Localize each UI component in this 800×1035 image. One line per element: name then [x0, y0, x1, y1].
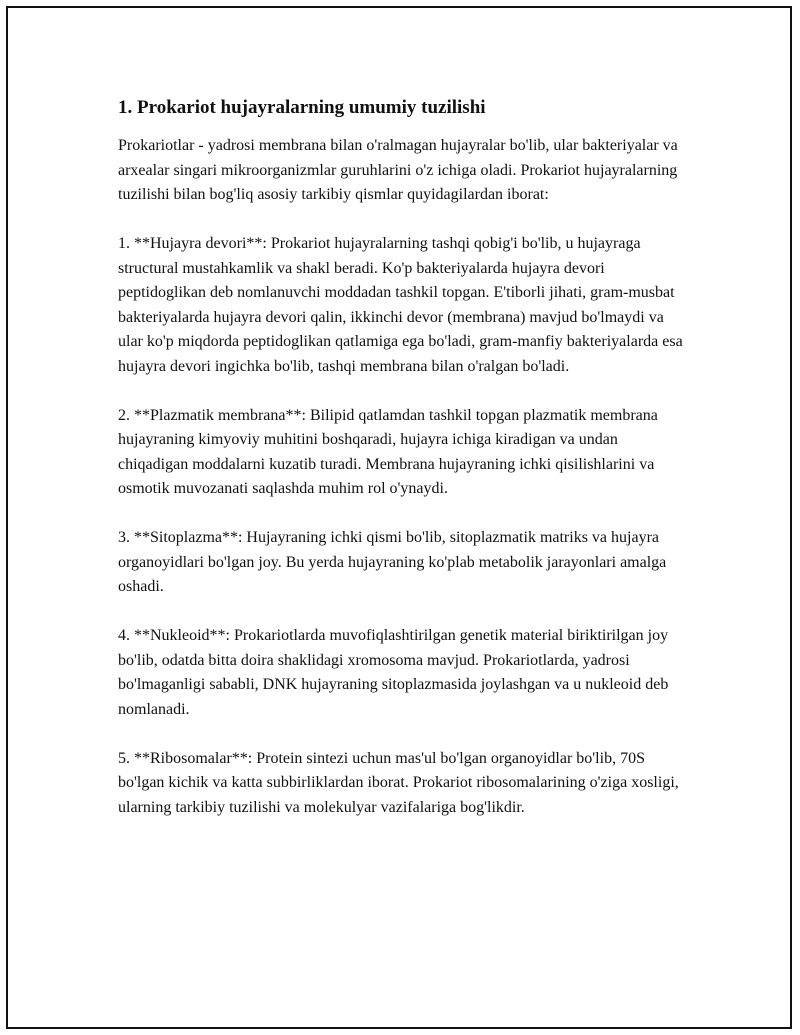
document-body [118, 96, 688, 845]
paragraph-ribosomes: 5. **Ribosomalar**: Protein sintezi uchun mas'ul bo'lgan organoyidlar bo'lib, 70S bo'lgan kichik va katta subbirliklardan iborat. Prokariot ribosomalarining o'ziga xosligi, ularning tarkibiy tuzilishi va molekulyar vazifalariga bog'likdir. [118, 749, 679, 816]
section-heading: 1. Prokariot hujayralarning umumiy tuzilishi [118, 97, 486, 118]
paragraph-cell-wall: 1. **Hujayra devori**: Prokariot hujayralarning tashqi qobig'i bo'lib, u hujayraga structural mustahkamlik va shakl beradi. Ko'p bakteriyalarda hujayra devori peptidoglikan deb nomlanuvchi moddadan tashkil topgan. E'tiborli jihati, gram-musbat bakteriyalarda hujayra devori qalin, ikkinchi devor (membrana) mavjud bo'lmaydi va ular ko'p miqdorda peptidoglikan qatlamiga ega bo'ladi, gram-manfiy bakteriyalarda esa hujayra devori ingichka bo'lib, tashqi membrana bilan o'ralgan bo'ladi. [118, 235, 683, 375]
paragraph-nucleoid: 4. **Nukleoid**: Prokariotlarda muvofiqlashtirilgan genetik material biriktirilgan joy bo'lib, odatda bitta doira shaklidagi xromosoma mavjud. Prokariotlarda, yadrosi bo'lmaganligi sababli, DNK hujayraning sitoplazmasida joylashgan va u nukleoid deb nomlanadi. [118, 627, 669, 718]
paragraph-cytoplasm: 3. **Sitoplazma**: Hujayraning ichki qismi bo'lib, sitoplazmatik matriks va hujayra organoyidlari bo'lgan joy. Bu yerda hujayraning ko'plab metabolik jarayonlari amalga oshadi. [118, 529, 667, 595]
paragraph-plasma-membrane: 2. **Plazmatik membrana**: Bilipid qatlamdan tashkil topgan plazmatik membrana hujayraning kimyoviy muhitini boshqaradi, hujayra ichiga kiradigan va undan chiqadigan moddalarni kuzatib turadi. Membrana hujayraning ichki qisilishlarini va osmotik muvozanati saqlashda muhim rol o'ynaydi. [118, 406, 658, 497]
intro-paragraph: Prokariotlar - yadrosi membrana bilan o'ralmagan hujayralar bo'lib, ular bakteriyalar va arxealar singari mikroorganizmlar guruhlarini o'z ichiga oladi. Prokariot hujayralarning tuzilishi bilan bog'liq asosiy tarkibiy qismlar quyidagilardan iborat: [118, 137, 678, 203]
